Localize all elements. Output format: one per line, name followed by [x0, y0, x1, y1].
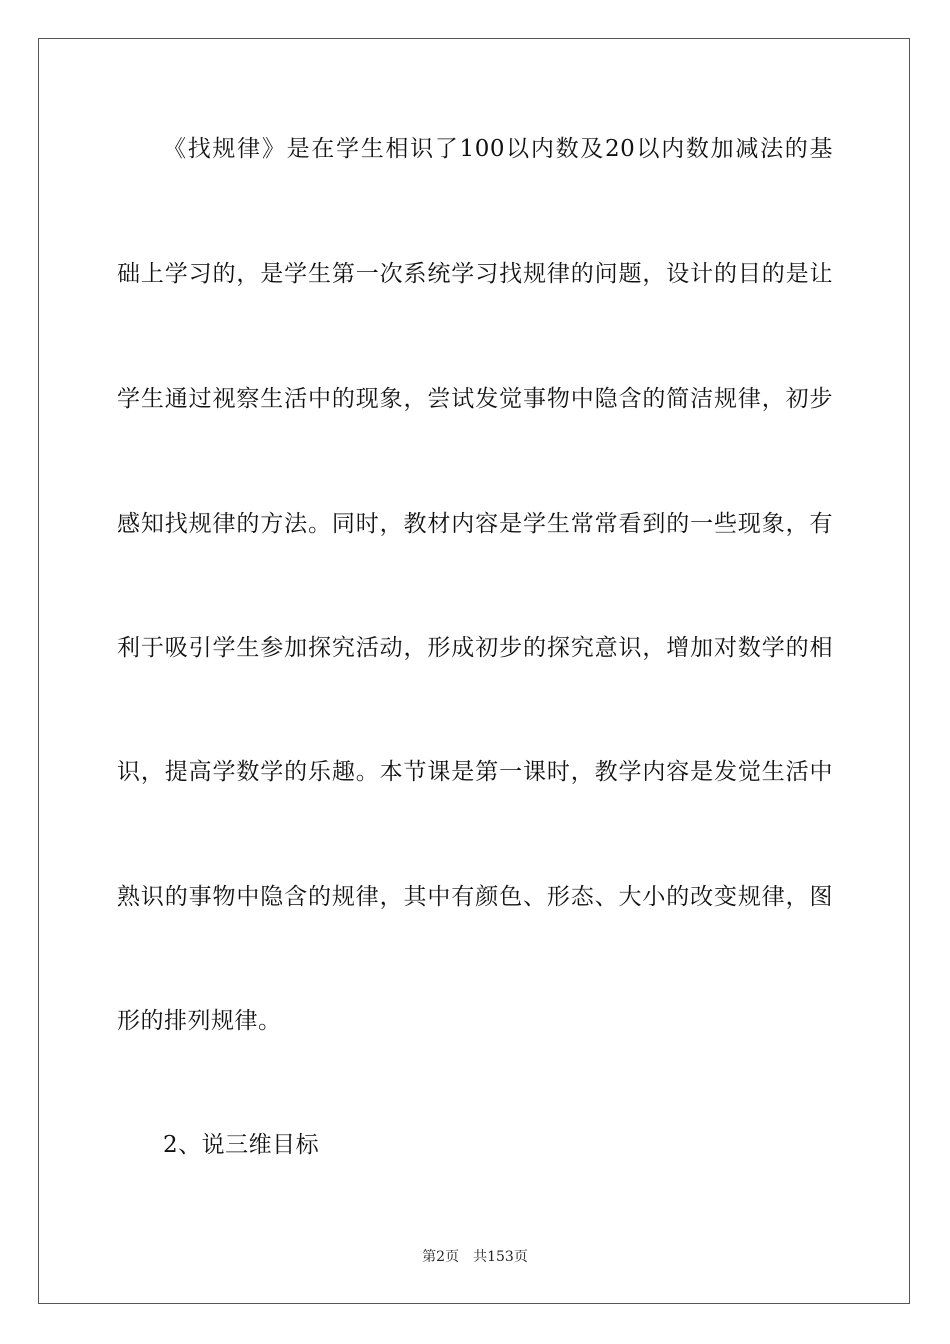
paragraph-line-6: 识，提高学数学的乐趣。本节课是第一课时，教学内容是发觉生活中: [117, 759, 833, 785]
page-number-total: 共153页: [473, 1249, 528, 1265]
paragraph-line-5: 利于吸引学生参加探究活动，形成初步的探究意识，增加对数学的相: [117, 635, 833, 661]
paragraph-line-1: 《找规律》是在学生相识了100以内数及20以内数加减法的基: [163, 136, 833, 162]
paragraph-line-4: 感知找规律的方法。同时，教材内容是学生常常看到的一些现象，有: [117, 511, 833, 537]
paragraph-line-2: 础上学习的，是学生第一次系统学习找规律的问题，设计的目的是让: [117, 261, 833, 287]
paragraph-line-8: 形的排列规律。: [117, 1008, 282, 1034]
page-number-current: 第2页: [422, 1249, 460, 1265]
paragraph-line-7: 熟识的事物中隐含的规律，其中有颜色、形态、大小的改变规律，图: [117, 884, 833, 910]
paragraph-line-3: 学生通过视察生活中的现象，尝试发觉事物中隐含的简洁规律，初步: [117, 386, 833, 412]
page-footer: [0, 1248, 950, 1266]
section-heading: 2、说三维目标: [163, 1132, 320, 1158]
page-border: [38, 38, 910, 1304]
